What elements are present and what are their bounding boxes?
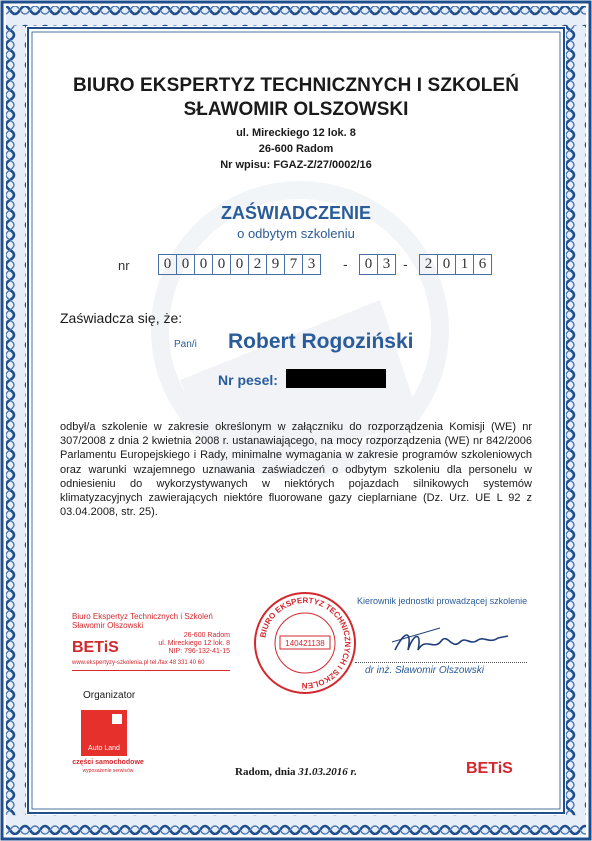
signature-line bbox=[355, 662, 527, 663]
signatory-name: dr inż. Sławomir Olszowski bbox=[365, 665, 484, 676]
number-digit: 0 bbox=[158, 254, 176, 275]
body-paragraph: odbył/a szkolenie w zakresie określonym w załączniku do rozporządzenia Komisji (WE) nr 307/2008 z dnia 2 kwietnia 2008 r. ustanawiającego, na mocy rozporządzenia (WE) nr 842/2006 Parlamentu Europejskiego i Rady, minimalne wymagania w zakresie programów szkoleniowych oraz warunki wzajemnego uznawania zaświadczeń o odbytym szkoleniu dla personelu w odniesieniu do wykorzystywanych w niektórych pojazdach silnikowych systemów klimatyzacyjnych zawierających niektóre fluorowane gazy cieplarniane (Dz. Urz. UE L 92 z 03.04.2008, str. 25). bbox=[60, 421, 532, 519]
betis-logo: BETiS bbox=[466, 760, 513, 777]
round-stamp-text: BIURO EKSPERTYZ TECHNICZNYCH I SZKOLEŃ bbox=[258, 595, 353, 691]
number-digit: 0 bbox=[230, 254, 248, 275]
handwritten-signature bbox=[390, 622, 530, 662]
certify-intro: Zaświadcza się, że: bbox=[60, 310, 183, 326]
stamp-addr-nip: NIP: 796-132-41-15 bbox=[168, 648, 230, 655]
month-digit: 0 bbox=[359, 254, 377, 275]
stamp-betis-logo: BETiS bbox=[72, 639, 119, 656]
stamp-underline bbox=[72, 670, 230, 671]
round-stamp bbox=[250, 588, 360, 698]
address-street: ul. Mireckiego 12 lok. 8 bbox=[236, 127, 356, 139]
number-separator: - bbox=[343, 256, 348, 272]
year-digit: 6 bbox=[473, 254, 492, 275]
salutation: Pan/i bbox=[174, 339, 197, 350]
certificate-year-boxes bbox=[419, 254, 492, 275]
stamp-company-line2: Sławomir Olszowski bbox=[72, 621, 144, 630]
issue-date: 31.03.2016 r. bbox=[298, 766, 357, 778]
year-digit: 2 bbox=[419, 254, 437, 275]
certificate-number-boxes bbox=[158, 254, 321, 275]
number-label: nr bbox=[118, 258, 130, 273]
stamp-web: www.ekspertyzy-szkolenia.pl tel./fax 48 331 40 60 bbox=[72, 660, 205, 666]
number-digit: 2 bbox=[248, 254, 266, 275]
address-city: 26-600 Radom bbox=[258, 143, 334, 155]
organizer-tagline: części samochodowe bbox=[72, 759, 144, 766]
stamp-addr-street: ul. Mireckiego 12 lok. 8 bbox=[158, 640, 230, 647]
stamp-company-line1: Biuro Ekspertyz Technicznych i Szkoleń bbox=[72, 612, 213, 621]
organizer-label: Organizator bbox=[83, 690, 136, 701]
recipient-name: Robert Rogoziński bbox=[228, 330, 414, 353]
institution-owner: SŁAWOMIR OLSZOWSKI bbox=[183, 99, 409, 120]
organizer-tagline2: wyposażenie serwisów bbox=[82, 768, 134, 774]
number-digit: 0 bbox=[212, 254, 230, 275]
certificate-body bbox=[60, 420, 532, 519]
certificate-month-boxes bbox=[359, 254, 396, 275]
pesel-label: Nr pesel: bbox=[218, 372, 278, 388]
year-digit: 0 bbox=[437, 254, 455, 275]
signature-role: Kierownik jednostki prowadzącej szkolenie bbox=[357, 596, 528, 606]
place-date-prefix: Radom, dnia bbox=[235, 766, 296, 778]
certificate-title: ZAŚWIADCZENIE bbox=[221, 203, 371, 223]
registry-number: Nr wpisu: FGAZ-Z/27/0002/16 bbox=[220, 159, 372, 171]
round-stamp-number: 140421138 bbox=[285, 639, 325, 648]
institution-name: BIURO EKSPERTYZ TECHNICZNYCH I SZKOLEŃ bbox=[72, 75, 520, 96]
stamp-addr-city: 26-600 Radom bbox=[183, 632, 230, 639]
checkmark-icon bbox=[112, 714, 122, 724]
month-digit: 3 bbox=[377, 254, 396, 275]
number-digit: 3 bbox=[302, 254, 321, 275]
certificate-subtitle: o odbytym szkoleniu bbox=[237, 226, 355, 241]
number-separator: - bbox=[403, 256, 408, 272]
stamp-company bbox=[72, 612, 232, 630]
pesel-redaction bbox=[286, 369, 386, 388]
number-digit: 0 bbox=[194, 254, 212, 275]
stamp-address bbox=[140, 632, 230, 656]
number-digit: 0 bbox=[176, 254, 194, 275]
year-digit: 1 bbox=[455, 254, 473, 275]
number-digit: 7 bbox=[284, 254, 302, 275]
number-digit: 9 bbox=[266, 254, 284, 275]
autoland-logo-text: Auto Land bbox=[88, 745, 120, 752]
